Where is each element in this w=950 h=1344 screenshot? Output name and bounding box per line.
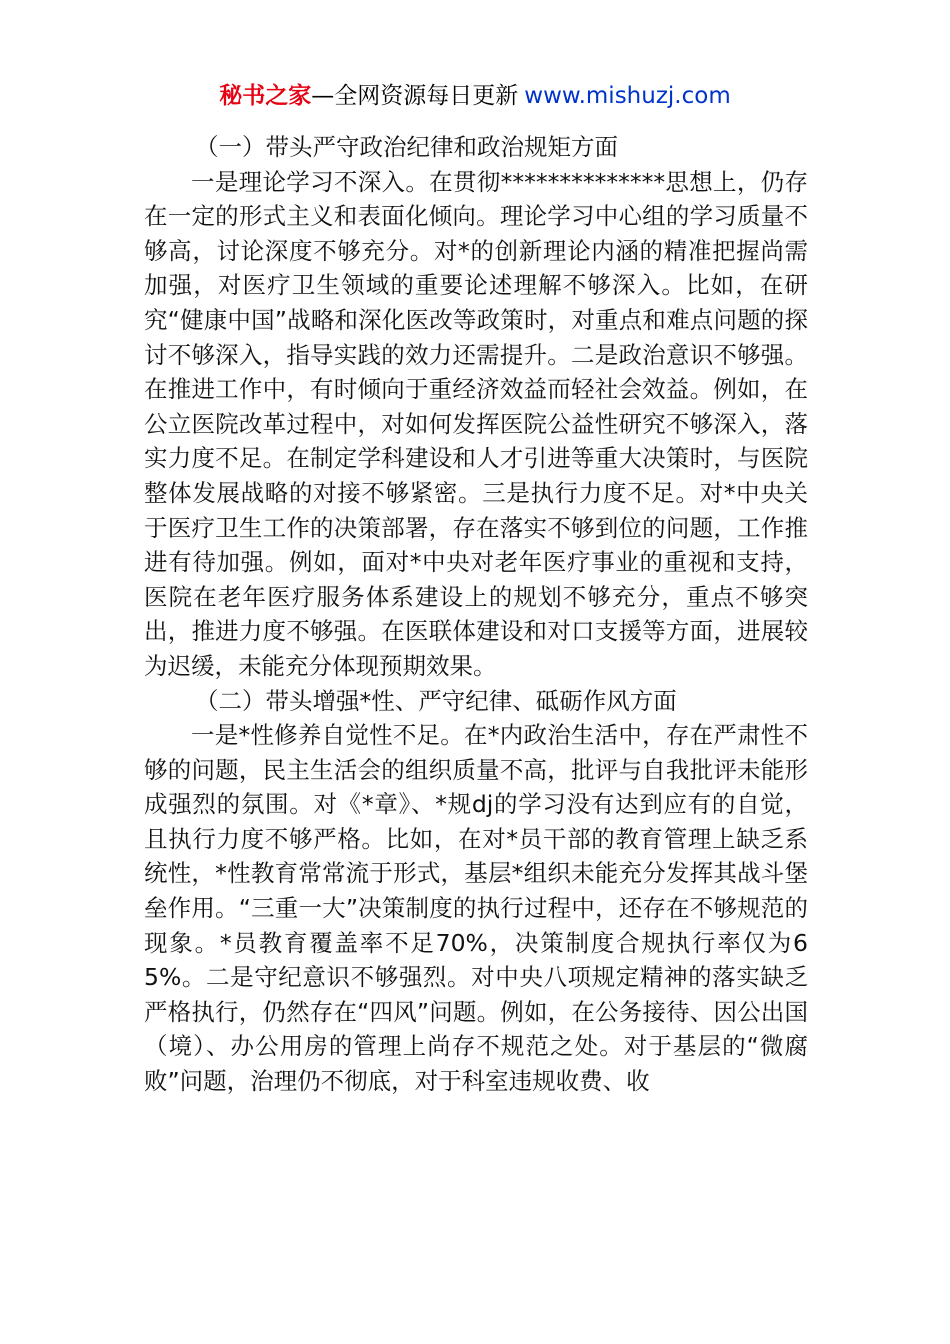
section-heading-1: （一）带头严守政治纪律和政治规矩方面	[195, 133, 618, 161]
section-heading-2: （二）带头增强*性、严守纪律、砥砺作风方面	[195, 686, 677, 715]
document-body	[144, 130, 808, 1099]
brand-name: 秘书之家	[219, 83, 312, 109]
site-url[interactable]: www.mishuzj.com	[524, 83, 731, 109]
paragraph-1: 一是理论学习不深入。在贯彻**************思想上，仍存在一定的形式主义和表面化倾向。理论学习中心组的学习质量不够高，讨论深度不够充分。对*的创新理论内涵的精准把握尚需加强，对医疗卫生领域的重要论述理解不够深入。比如，在研究“健康中国”战略和深化医改等政策时，对重点和难点问题的探讨不够深入，指导实践的效力还需提升。二是政治意识不够强。在推进工作中，有时倾向于重经济效益而轻社会效益。例如，在公立医院改革过程中，对如何发挥医院公益性研究不够深入，落实力度不足。在制定学科建设和人才引进等重大决策时，与医院整体发展战略的对接不够紧密。三是执行力度不足。对*中央关于医疗卫生工作的决策部署，存在落实不够到位的问题，工作推进有待加强。例如，面对*中央对老年医疗事业的重视和支持，医院在老年医疗服务体系建设上的规划不够充分，重点不够突出，推进力度不够强。在医联体建设和对口支援等方面，进展较为迟缓，未能充分体现预期效果。	[144, 167, 808, 680]
header-tagline: 全网资源每日更新	[334, 83, 519, 109]
header-dash: —	[311, 83, 335, 109]
site-header	[0, 80, 950, 112]
paragraph-2: 一是*性修养自觉性不足。在*内政治生活中，存在严肃性不够的问题，民主生活会的组织质量不高，批评与自我批评未能形成强烈的氛围。对《*章》、*规dj的学习没有达到应有的自觉，且执行力度不够严格。比如，在对*员干部的教育管理上缺乏系统性，*性教育常常流于形式，基层*组织未能充分发挥其战斗堡垒作用。“三重一大”决策制度的执行过程中，还存在不够规范的现象。*员教育覆盖率不足70%，决策制度合规执行率仅为65%。二是守纪意识不够强烈。对中央八项规定精神的落实缺乏严格执行，仍然存在“四风”问题。例如，在公务接待、因公出国（境）、办公用房的管理上尚存不规范之处。对于基层的“微腐败”问题，治理仍不彻底，对于科室违规收费、收	[144, 721, 808, 1096]
